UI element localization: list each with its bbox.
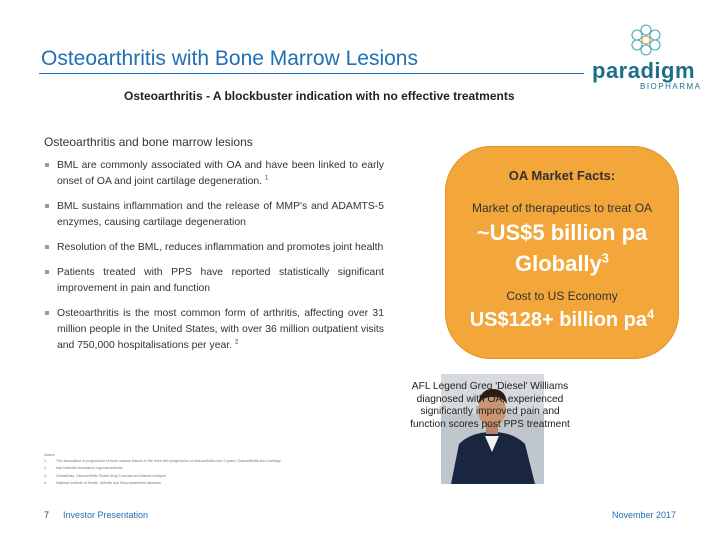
market-facts-title: OA Market Facts:	[508, 168, 616, 183]
us-cost-label: Cost to US Economy	[506, 289, 618, 303]
title-underline	[39, 73, 584, 74]
bullet-item: BML sustains inflammation and the release of MMP's and ADAMTS-5 enzymes, causing cartilage degeneration	[44, 199, 384, 231]
bullet-item: Patients treated with PPS have reported statistically significant improvement in pain and function	[44, 265, 384, 297]
footer-date: November 2017	[612, 510, 677, 520]
bullet-item: BML are commonly associated with OA and have been linked to early onset of OA and joint cartilage degeneration. $^1$	[44, 158, 384, 190]
footnote: 1. The association of progression of bone marrow lesions in the knee with progression of osteoarthritis over 2 years; Osteoarthritis and Cartilage	[44, 459, 281, 464]
us-cost-value: US$128+ billion $pa^4$	[469, 306, 655, 331]
footnotes-heading: Notes	[44, 452, 55, 457]
page-number: 7	[44, 510, 50, 520]
bullet-item: Resolution of the BML, reduces inflammation and promotes joint health	[44, 240, 384, 256]
footnote: 4. National Institute of Health, Arthritis and Musculoskeletal diseases	[44, 480, 161, 485]
testimonial-caption: AFL Legend Greg 'Diesel' Williams diagnosed with OA, experienced significantly improved pain and function scores post PPS treatment	[410, 381, 570, 430]
global-market-value: ~US$5 billion pa	[476, 220, 648, 245]
footnote: 3. GlobalData, Osteoarthritis Global Drug Forecast and Market Analysis	[44, 473, 166, 478]
market-therapeutics-label: Market of therapeutics to treat OA	[471, 201, 653, 215]
footer-label: Investor Presentation	[63, 510, 149, 520]
section-heading: Osteoarthritis and bone marrow lesions	[44, 135, 253, 149]
slide-title: Osteoarthritis with Bone Marrow Lesions	[41, 47, 418, 70]
footnotes	[44, 451, 414, 487]
global-label: Globally$^3$	[514, 250, 610, 276]
slide-subtitle: Osteoarthritis - A blockbuster indication with no effective treatments	[124, 89, 515, 103]
footnote: 2. http://arthritis-foundation.org/osteoarthritis	[44, 466, 123, 471]
bullet-item: Osteoarthritis is the most common form of arthritis, affecting over 31 million people in the United States, with over 36 million outpatient visits and 750,000 hospitalisations per year. $^2$	[44, 306, 384, 354]
logo-tagline: BIOPHARMA	[640, 82, 702, 91]
bullet-list	[44, 158, 384, 363]
logo-wordmark: paradigm	[592, 58, 696, 83]
